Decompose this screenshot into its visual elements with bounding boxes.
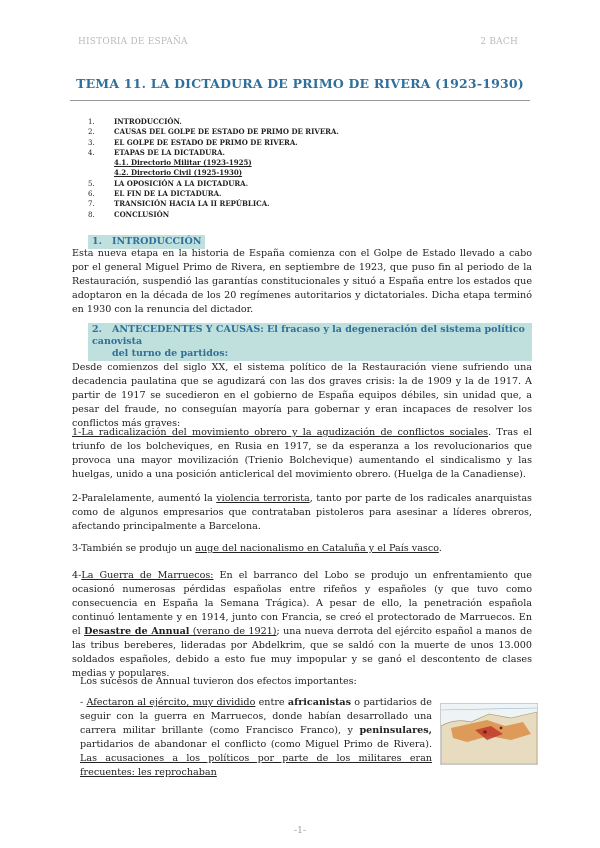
toc-item[interactable]: 2. CAUSAS DEL GOLPE DE ESTADO DE PRIMO DE RIVERA.: [88, 127, 339, 137]
morocco-map-image: [440, 703, 538, 765]
toc-item[interactable]: 5. LA OPOSICIÓN A LA DICTADURA.: [88, 178, 249, 188]
toc-item[interactable]: 1. INTRODUCCIÓN.: [88, 117, 182, 126]
toc-item[interactable]: 8. CONCLUSIÓN: [88, 209, 170, 219]
table-of-contents: [88, 117, 339, 220]
toc-subitem[interactable]: 4.2. Directorio Civil (1925-1930): [114, 168, 243, 178]
paragraph-desde: Desde comienzos del siglo XX, el sistema político de la Restauración viene sufriendo una decadencia paulatina que se agudizará con las dos graves crisis: la de 1909 y la de 1917. A partir de 1917 se sucedieron en el gobierno de España equipos débiles, sin unidad que, a pesar del fraude, no conseguían mayoría para gobernar y eran incapaces de resolver los conflictos más graves:: [72, 362, 532, 429]
page-number: -1-: [294, 826, 306, 836]
bullet-ejercito: - Afectaron al ejército, muy dividido entre africanistas o partidarios de seguir con la guerra en Marruecos, donde habían desarrollado una carrera militar brillante (como Francisco Franco), y peninsulares, partidarios de abandonar el conflicto (como Miguel Primo de Rivera). Las acusaciones a los políticos por parte de los militares eran frecuentes: les reprochaban: [80, 697, 432, 778]
title-divider: [70, 100, 530, 101]
toc-item[interactable]: 6. EL FIN DE LA DICTADURA.: [88, 189, 222, 199]
section-heading-antecedentes: 2. ANTECEDENTES Y CAUSAS: El fracaso y la degeneración del sistema político canovista del turno de partidos:: [88, 323, 532, 361]
map-icon: [441, 704, 537, 764]
toc-item[interactable]: 4. ETAPAS DE LA DICTADURA.: [88, 147, 225, 157]
paragraph-violencia: 2-Paralelamente, aumentó la violencia terrorista, tanto por parte de los radicales anarquistas como de algunos empresarios que contrataban pistoleros para asesinar a líderes obreros, afectando principalmente a Barcelona.: [72, 493, 532, 532]
paragraph-nacionalismo: 3-También se produjo un auge del nacionalismo en Cataluña y el País vasco.: [72, 543, 442, 554]
toc-item[interactable]: 7. TRANSICIÓN HACIA LA II REPÚBLICA.: [88, 199, 270, 209]
intro-paragraph: Esta nueva etapa en la historia de España comienza con el Golpe de Estado llevado a cabo por el general Miguel Primo de Rivera, en septiembre de 1923, que puso fin al periodo de la Restauración, suspendió las garantías constitucionales y situó a España entre los estados que adoptaron en la década de los 20 regímenes autoritarios y dictatoriales. Dicha etapa terminó en 1930 con la renuncia del dictador.: [72, 248, 532, 315]
toc-item[interactable]: 3. EL GOLPE DE ESTADO DE PRIMO DE RIVERA.: [88, 137, 298, 147]
paragraph-movimiento-obrero: 1-La radicalización del movimiento obrero y la agudización de conflictos sociales. Tras el triunfo de los bolcheviques, en Rusia en 1917, se da esperanza a los revolucionarios que provoca una mayor movilización (Trienio Bolchevique) aumentando el sindicalismo y las huelgas, unido a una posición anticlerical del movimiento obrero. (Huelga de la Canadiense).: [72, 427, 532, 480]
paragraph-marruecos: 4-La Guerra de Marruecos: En el barranco del Lobo se produjo un enfrentamiento que ocasionó numerosas pérdidas españolas entre rifeños y españoles (y que tuvo como consecuencia en España la Semana Trágica). A pesar de ello, la penetración española continuó lentamente y en 1914, junto con Francia, se creó el protectorado de Marruecos. En el Desastre de Annual (verano de 1921); una nueva derrota del ejército español a manos de las tribus bereberes, lideradas por Abdelkrim, que se saldó con la muerte de unos 13.000 soldados españoles, debido a esto fue muy impopular y se ganó el descontento de clases medias y populares.: [72, 570, 532, 679]
header-right: 2 BACH: [480, 37, 518, 47]
section-heading-introduccion: 1. INTRODUCCIÓN: [88, 235, 205, 249]
header-left: HISTORIA DE ESPAÑA: [78, 37, 188, 47]
toc-subitem[interactable]: 4.1. Directorio Militar (1923-1925): [114, 158, 252, 168]
page-title: TEMA 11. LA DICTADURA DE PRIMO DE RIVERA (1923-1930): [76, 76, 524, 91]
paragraph-annual: Los sucesos de Annual tuvieron dos efectos importantes:: [80, 676, 357, 687]
